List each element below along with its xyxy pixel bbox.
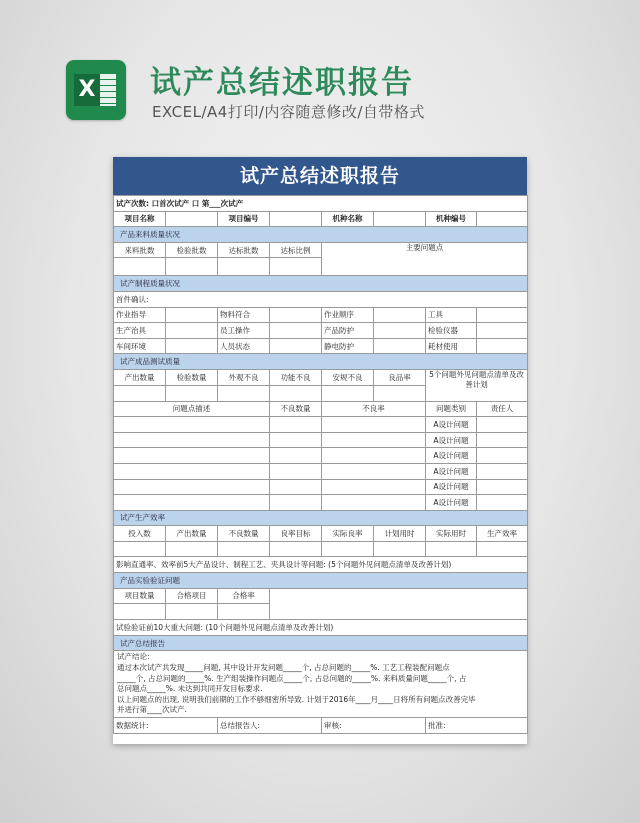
conclusion-block[interactable]: 试产结论: 通过本次试产共发现_____问题, 其中设计开发问题_____个, 占总问题的_____%. 工艺工程装配问题点 _____个, 占总问题的_____%. 生产组装操作问题点_____个, 占总问题的_____%. 来料质量问题_____个, 占 总问题点_____%. 未达到共同开发目标要求. 以上问题点的出现, 说明我们前期的工作不够细密所导致. 计划于2016年____月____日将所有问题点改善完毕 并进行第____次试产. <box>114 651 528 718</box>
document-sheet <box>113 157 527 744</box>
excel-icon: X <box>66 60 126 120</box>
trial-count-row: 试产次数: 口首次试产 口 第___次试产 <box>114 196 528 212</box>
issue-row: A设计问题 <box>114 479 528 495</box>
first-confirm: 首件确认: <box>114 291 528 307</box>
page-title: 试产总结述职报告 <box>150 65 414 101</box>
issue-row: A设计问题 <box>114 495 528 511</box>
document-title: 试产总结述职报告 <box>113 157 527 195</box>
info-row: 项目名称 项目编号 机种名称 机种编号 <box>114 211 528 227</box>
issue-row: A设计问题 <box>114 417 528 433</box>
main-issues-cell[interactable]: 主要问题点 <box>322 242 528 276</box>
process-row: 车间环境 人员状态 静电防护 耗材使用 <box>114 338 528 354</box>
issue-row: A设计问题 <box>114 432 528 448</box>
section-process-quality: 试产制程质量状况 <box>114 276 528 292</box>
section-material-quality: 产品来料质量状况 <box>114 227 528 243</box>
issue-row: A设计问题 <box>114 463 528 479</box>
top10-note: 试验验证前10大重大问题: (10个问题外见问题点清单及改善计划) <box>114 620 528 636</box>
page-header <box>0 0 640 150</box>
section-summary: 试产总结报告 <box>114 635 528 651</box>
report-table: 试产次数: 口首次试产 口 第___次试产 项目名称 项目编号 机种名称 机种编号 产品来料质量状况 来料批数 检验批数 达标批数 达标比例 主要问题点 试产制程质量状况 首件确认: 作业指导 物料符合 作业顺序 工具 生产治具 员工操作 产品防护 检验仪器 车间环境 人员状态 静电防护 耗材使用 试产成品测试质量 产出数量 检验数量 外观不良 功能不良 安规不良 良品率 5个问题外见问题点清单及改善计划 问题点描述 不良数量 不良率 问题类别 责任人 A设计问题 A设计问题 A设计问题 A设计问题 A设计问题 A设计问题 试产生产效率 投入数 产出数量 不良数量 良率目标 实际良率 计划用时 实际用时 生产效率 影响直通率、效率前5大产品设计、制程工艺、夹具设计等问题: (5个问题外见问题点清单及改善计划) 产品实验验证问题 项目数量 合格项目 合格率 试验验证前10大重大问题: (10个问题外见问题点清单及改善计划) 试产总结报告 试产结论: 通过本次试产共发现_____问题, 其中设计开发问题_____个, 占总问题的_____%. 工艺工程装配问题点 _____个, 占总问题的_____%. 生产组装操作问题点_____个, 占总问题的_____%. 来料质量问题_____个, 占 总问题点_____%. 未达到共同开发目标要求. 以上问题点的出现, 说明我们前期的工作不够细密所导致. 计划于2016年____月____日将所有问题点改善完毕 并进行第____次试产. 数据统计: 总结报告人: 审核: 批准: <box>113 195 528 734</box>
section-experiment: 产品实验验证问题 <box>114 573 528 589</box>
process-row: 作业指导 物料符合 作业顺序 工具 <box>114 307 528 323</box>
signature-row: 数据统计: 总结报告人: 审核: 批准: <box>114 718 528 734</box>
issue-row: A设计问题 <box>114 448 528 464</box>
issue-note: 5个问题外见问题点清单及改善计划 <box>426 369 528 401</box>
section-efficiency: 试产生产效率 <box>114 510 528 526</box>
process-row: 生产治具 员工操作 产品防护 检验仪器 <box>114 323 528 339</box>
section-product-test: 试产成品测试质量 <box>114 354 528 370</box>
influence-note: 影响直通率、效率前5大产品设计、制程工艺、夹具设计等问题: (5个问题外见问题点清单及改善计划) <box>114 557 528 573</box>
page-subtitle: EXCEL/A4打印/内容随意修改/自带格式 <box>152 103 425 121</box>
